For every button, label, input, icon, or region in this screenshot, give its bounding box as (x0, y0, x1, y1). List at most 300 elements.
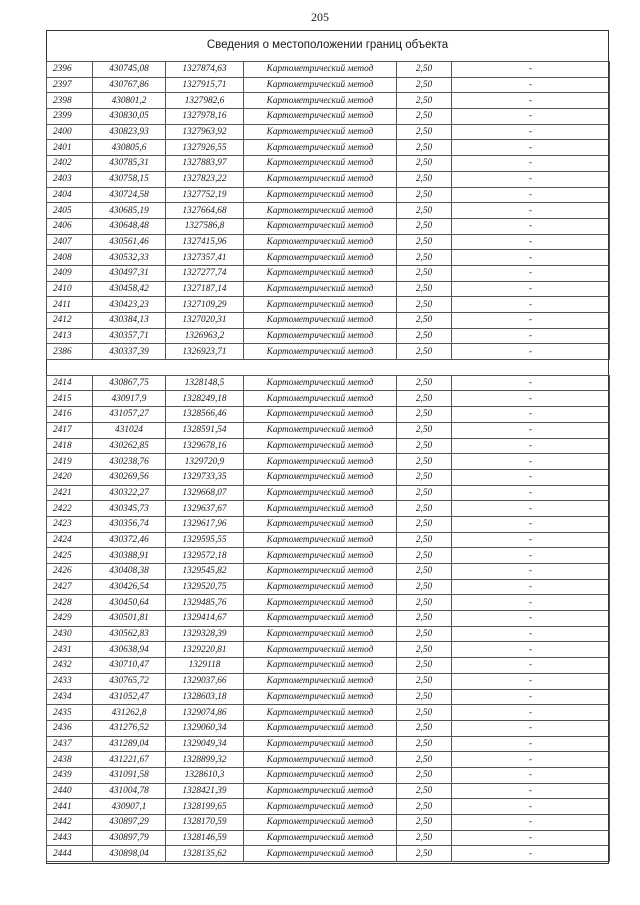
table-row (47, 297, 610, 313)
description-cell: - (452, 752, 610, 768)
x-coordinate-cell: 430801,2 (93, 93, 166, 109)
method-cell: Картометрический метод (244, 516, 397, 532)
description-cell: - (452, 187, 610, 203)
description-cell: - (452, 783, 610, 799)
description-cell: - (452, 815, 610, 831)
point-number-cell: 2411 (47, 297, 93, 313)
y-coordinate-cell: 1327664,68 (166, 203, 244, 219)
table-row (47, 689, 610, 705)
method-cell: Картометрический метод (244, 485, 397, 501)
accuracy-cell: 2,50 (397, 752, 452, 768)
method-cell: Картометрический метод (244, 187, 397, 203)
method-cell: Картометрический метод (244, 705, 397, 721)
x-coordinate-cell: 430322,27 (93, 485, 166, 501)
method-cell: Картометрический метод (244, 564, 397, 580)
table-row (47, 830, 610, 846)
table-row (47, 218, 610, 234)
point-number-cell: 2415 (47, 391, 93, 407)
y-coordinate-cell: 1326923,71 (166, 344, 244, 360)
x-coordinate-cell: 431091,58 (93, 767, 166, 783)
table-row (47, 720, 610, 736)
description-cell: - (452, 799, 610, 815)
accuracy-cell: 2,50 (397, 265, 452, 281)
accuracy-cell: 2,50 (397, 642, 452, 658)
x-coordinate-cell: 430423,23 (93, 297, 166, 313)
table-row (47, 391, 610, 407)
description-cell: - (452, 846, 610, 862)
y-coordinate-cell: 1328591,54 (166, 422, 244, 438)
accuracy-cell: 2,50 (397, 156, 452, 172)
y-coordinate-cell: 1327883,97 (166, 156, 244, 172)
x-coordinate-cell: 430907,1 (93, 799, 166, 815)
method-cell: Картометрический метод (244, 156, 397, 172)
y-coordinate-cell: 1328610,3 (166, 767, 244, 783)
x-coordinate-cell: 430897,79 (93, 830, 166, 846)
description-cell: - (452, 109, 610, 125)
y-coordinate-cell: 1327187,14 (166, 281, 244, 297)
accuracy-cell: 2,50 (397, 328, 452, 344)
table-row (47, 281, 610, 297)
description-cell: - (452, 564, 610, 580)
description-cell: - (452, 203, 610, 219)
point-number-cell: 2440 (47, 783, 93, 799)
description-cell: - (452, 313, 610, 329)
method-cell: Картометрический метод (244, 109, 397, 125)
boundary-coordinates-table (46, 61, 610, 862)
x-coordinate-cell: 430648,48 (93, 218, 166, 234)
y-coordinate-cell: 1328566,46 (166, 407, 244, 423)
method-cell: Картометрический метод (244, 532, 397, 548)
accuracy-cell: 2,50 (397, 501, 452, 517)
description-cell: - (452, 93, 610, 109)
table-row (47, 203, 610, 219)
x-coordinate-cell: 430372,46 (93, 532, 166, 548)
method-cell: Картометрический метод (244, 234, 397, 250)
point-number-cell: 2438 (47, 752, 93, 768)
x-coordinate-cell: 430262,85 (93, 438, 166, 454)
method-cell: Картометрический метод (244, 328, 397, 344)
point-number-cell: 2428 (47, 595, 93, 611)
x-coordinate-cell: 430337,39 (93, 344, 166, 360)
description-cell: - (452, 767, 610, 783)
description-cell: - (452, 234, 610, 250)
point-number-cell: 2432 (47, 658, 93, 674)
point-number-cell: 2421 (47, 485, 93, 501)
point-number-cell: 2412 (47, 313, 93, 329)
description-cell: - (452, 140, 610, 156)
method-cell: Картометрический метод (244, 846, 397, 862)
point-number-cell: 2407 (47, 234, 93, 250)
x-coordinate-cell: 431289,04 (93, 736, 166, 752)
description-cell: - (452, 595, 610, 611)
description-cell: - (452, 516, 610, 532)
method-cell: Картометрический метод (244, 736, 397, 752)
x-coordinate-cell: 430758,15 (93, 171, 166, 187)
method-cell: Картометрический метод (244, 313, 397, 329)
point-number-cell: 2420 (47, 469, 93, 485)
description-cell: - (452, 579, 610, 595)
point-number-cell: 2424 (47, 532, 93, 548)
point-number-cell: 2386 (47, 344, 93, 360)
y-coordinate-cell: 1329545,82 (166, 564, 244, 580)
point-number-cell: 2434 (47, 689, 93, 705)
description-cell: - (452, 265, 610, 281)
table-row (47, 469, 610, 485)
accuracy-cell: 2,50 (397, 705, 452, 721)
description-cell: - (452, 454, 610, 470)
accuracy-cell: 2,50 (397, 626, 452, 642)
accuracy-cell: 2,50 (397, 140, 452, 156)
point-number-cell: 2425 (47, 548, 93, 564)
y-coordinate-cell: 1328148,5 (166, 375, 244, 391)
point-number-cell: 2433 (47, 673, 93, 689)
description-cell: - (452, 171, 610, 187)
point-number-cell: 2435 (47, 705, 93, 721)
description-cell: - (452, 62, 610, 78)
table-row (47, 736, 610, 752)
point-number-cell: 2398 (47, 93, 93, 109)
method-cell: Картометрический метод (244, 391, 397, 407)
table-row (47, 642, 610, 658)
accuracy-cell: 2,50 (397, 77, 452, 93)
description-cell: - (452, 344, 610, 360)
y-coordinate-cell: 1328170,59 (166, 815, 244, 831)
x-coordinate-cell: 430426,54 (93, 579, 166, 595)
point-number-cell: 2404 (47, 187, 93, 203)
point-number-cell: 2413 (47, 328, 93, 344)
accuracy-cell: 2,50 (397, 846, 452, 862)
x-coordinate-cell: 431276,52 (93, 720, 166, 736)
x-coordinate-cell: 430238,76 (93, 454, 166, 470)
x-coordinate-cell: 430408,38 (93, 564, 166, 580)
y-coordinate-cell: 1329118 (166, 658, 244, 674)
method-cell: Картометрический метод (244, 548, 397, 564)
table-row (47, 752, 610, 768)
table-row (47, 62, 610, 78)
method-cell: Картометрический метод (244, 422, 397, 438)
method-cell: Картометрический метод (244, 375, 397, 391)
description-cell: - (452, 720, 610, 736)
method-cell: Картометрический метод (244, 469, 397, 485)
y-coordinate-cell: 1327415,96 (166, 234, 244, 250)
x-coordinate-cell: 431052,47 (93, 689, 166, 705)
y-coordinate-cell: 1327926,55 (166, 140, 244, 156)
accuracy-cell: 2,50 (397, 218, 452, 234)
accuracy-cell: 2,50 (397, 783, 452, 799)
y-coordinate-cell: 1329733,35 (166, 469, 244, 485)
point-number-cell: 2409 (47, 265, 93, 281)
description-cell: - (452, 391, 610, 407)
method-cell: Картометрический метод (244, 595, 397, 611)
point-number-cell: 2436 (47, 720, 93, 736)
accuracy-cell: 2,50 (397, 689, 452, 705)
table-row (47, 422, 610, 438)
method-cell: Картометрический метод (244, 438, 397, 454)
y-coordinate-cell: 1329060,34 (166, 720, 244, 736)
accuracy-cell: 2,50 (397, 438, 452, 454)
x-coordinate-cell: 430785,31 (93, 156, 166, 172)
table-row (47, 658, 610, 674)
point-number-cell: 2417 (47, 422, 93, 438)
table-row (47, 516, 610, 532)
method-cell: Картометрический метод (244, 407, 397, 423)
x-coordinate-cell: 430745,08 (93, 62, 166, 78)
x-coordinate-cell: 430532,33 (93, 250, 166, 266)
method-cell: Картометрический метод (244, 265, 397, 281)
description-cell: - (452, 626, 610, 642)
method-cell: Картометрический метод (244, 626, 397, 642)
point-number-cell: 2427 (47, 579, 93, 595)
accuracy-cell: 2,50 (397, 407, 452, 423)
table-row (47, 564, 610, 580)
y-coordinate-cell: 1329720,9 (166, 454, 244, 470)
x-coordinate-cell: 430497,31 (93, 265, 166, 281)
point-number-cell: 2422 (47, 501, 93, 517)
x-coordinate-cell: 430685,19 (93, 203, 166, 219)
table-row (47, 611, 610, 627)
method-cell: Картометрический метод (244, 93, 397, 109)
table-row (47, 783, 610, 799)
accuracy-cell: 2,50 (397, 375, 452, 391)
accuracy-cell: 2,50 (397, 736, 452, 752)
y-coordinate-cell: 1327357,41 (166, 250, 244, 266)
accuracy-cell: 2,50 (397, 124, 452, 140)
table-row (47, 156, 610, 172)
description-cell: - (452, 438, 610, 454)
y-coordinate-cell: 1329572,18 (166, 548, 244, 564)
method-cell: Картометрический метод (244, 611, 397, 627)
y-coordinate-cell: 1329485,76 (166, 595, 244, 611)
y-coordinate-cell: 1327277,74 (166, 265, 244, 281)
y-coordinate-cell: 1327982,6 (166, 93, 244, 109)
description-cell: - (452, 281, 610, 297)
method-cell: Картометрический метод (244, 171, 397, 187)
y-coordinate-cell: 1329617,96 (166, 516, 244, 532)
y-coordinate-cell: 1327586,8 (166, 218, 244, 234)
description-cell: - (452, 548, 610, 564)
point-number-cell: 2442 (47, 815, 93, 831)
table-row (47, 815, 610, 831)
y-coordinate-cell: 1327109,29 (166, 297, 244, 313)
y-coordinate-cell: 1329414,67 (166, 611, 244, 627)
point-number-cell: 2444 (47, 846, 93, 862)
table-row (47, 438, 610, 454)
y-coordinate-cell: 1329637,67 (166, 501, 244, 517)
description-cell: - (452, 218, 610, 234)
x-coordinate-cell: 430765,72 (93, 673, 166, 689)
accuracy-cell: 2,50 (397, 313, 452, 329)
accuracy-cell: 2,50 (397, 673, 452, 689)
point-number-cell: 2414 (47, 375, 93, 391)
table-row (47, 485, 610, 501)
table-row (47, 234, 610, 250)
method-cell: Картометрический метод (244, 77, 397, 93)
accuracy-cell: 2,50 (397, 469, 452, 485)
table-row (47, 767, 610, 783)
description-cell: - (452, 375, 610, 391)
accuracy-cell: 2,50 (397, 454, 452, 470)
point-number-cell: 2430 (47, 626, 93, 642)
method-cell: Картометрический метод (244, 673, 397, 689)
description-cell: - (452, 705, 610, 721)
y-coordinate-cell: 1329678,16 (166, 438, 244, 454)
point-number-cell: 2441 (47, 799, 93, 815)
description-cell: - (452, 156, 610, 172)
point-number-cell: 2397 (47, 77, 93, 93)
point-number-cell: 2423 (47, 516, 93, 532)
accuracy-cell: 2,50 (397, 171, 452, 187)
accuracy-cell: 2,50 (397, 250, 452, 266)
method-cell: Картометрический метод (244, 689, 397, 705)
y-coordinate-cell: 1327915,71 (166, 77, 244, 93)
y-coordinate-cell: 1328199,65 (166, 799, 244, 815)
point-number-cell: 2403 (47, 171, 93, 187)
method-cell: Картометрический метод (244, 250, 397, 266)
table-row (47, 328, 610, 344)
y-coordinate-cell: 1328603,18 (166, 689, 244, 705)
x-coordinate-cell: 430867,75 (93, 375, 166, 391)
y-coordinate-cell: 1329049,34 (166, 736, 244, 752)
x-coordinate-cell: 430562,83 (93, 626, 166, 642)
point-number-cell: 2406 (47, 218, 93, 234)
x-coordinate-cell: 430269,56 (93, 469, 166, 485)
y-coordinate-cell: 1327020,31 (166, 313, 244, 329)
table-row (47, 579, 610, 595)
table-row (47, 501, 610, 517)
point-number-cell: 2401 (47, 140, 93, 156)
method-cell: Картометрический метод (244, 767, 397, 783)
table-row (47, 532, 610, 548)
accuracy-cell: 2,50 (397, 297, 452, 313)
table-row (47, 140, 610, 156)
table-row (47, 407, 610, 423)
point-number-cell: 2418 (47, 438, 93, 454)
table-row (47, 250, 610, 266)
accuracy-cell: 2,50 (397, 422, 452, 438)
y-coordinate-cell: 1327874,63 (166, 62, 244, 78)
y-coordinate-cell: 1329220,81 (166, 642, 244, 658)
method-cell: Картометрический метод (244, 344, 397, 360)
description-cell: - (452, 658, 610, 674)
point-number-cell: 2396 (47, 62, 93, 78)
point-number-cell: 2439 (47, 767, 93, 783)
method-cell: Картометрический метод (244, 579, 397, 595)
point-number-cell: 2400 (47, 124, 93, 140)
description-cell: - (452, 328, 610, 344)
method-cell: Картометрический метод (244, 501, 397, 517)
x-coordinate-cell: 430356,74 (93, 516, 166, 532)
x-coordinate-cell: 430917,9 (93, 391, 166, 407)
accuracy-cell: 2,50 (397, 548, 452, 564)
table-row (47, 375, 610, 391)
description-cell: - (452, 673, 610, 689)
x-coordinate-cell: 430830,05 (93, 109, 166, 125)
x-coordinate-cell: 430388,91 (93, 548, 166, 564)
accuracy-cell: 2,50 (397, 344, 452, 360)
y-coordinate-cell: 1327752,19 (166, 187, 244, 203)
description-cell: - (452, 407, 610, 423)
x-coordinate-cell: 431004,78 (93, 783, 166, 799)
point-number-cell: 2408 (47, 250, 93, 266)
description-cell: - (452, 611, 610, 627)
x-coordinate-cell: 430805,6 (93, 140, 166, 156)
x-coordinate-cell: 430898,04 (93, 846, 166, 862)
accuracy-cell: 2,50 (397, 109, 452, 125)
y-coordinate-cell: 1329520,75 (166, 579, 244, 595)
x-coordinate-cell: 431262,8 (93, 705, 166, 721)
accuracy-cell: 2,50 (397, 516, 452, 532)
y-coordinate-cell: 1329595,55 (166, 532, 244, 548)
accuracy-cell: 2,50 (397, 281, 452, 297)
point-number-cell: 2402 (47, 156, 93, 172)
y-coordinate-cell: 1327978,16 (166, 109, 244, 125)
table-row (47, 109, 610, 125)
accuracy-cell: 2,50 (397, 799, 452, 815)
x-coordinate-cell: 430357,71 (93, 328, 166, 344)
method-cell: Картометрический метод (244, 815, 397, 831)
x-coordinate-cell: 430501,81 (93, 611, 166, 627)
table-row (47, 77, 610, 93)
description-cell: - (452, 422, 610, 438)
x-coordinate-cell: 430710,47 (93, 658, 166, 674)
method-cell: Картометрический метод (244, 720, 397, 736)
accuracy-cell: 2,50 (397, 830, 452, 846)
accuracy-cell: 2,50 (397, 234, 452, 250)
table-row (47, 799, 610, 815)
method-cell: Картометрический метод (244, 281, 397, 297)
table-row (47, 705, 610, 721)
table-row (47, 626, 610, 642)
table-row (47, 313, 610, 329)
point-number-cell: 2399 (47, 109, 93, 125)
method-cell: Картометрический метод (244, 297, 397, 313)
description-cell: - (452, 830, 610, 846)
description-cell: - (452, 250, 610, 266)
block-separator-row (47, 360, 610, 376)
description-cell: - (452, 501, 610, 517)
method-cell: Картометрический метод (244, 454, 397, 470)
table-row (47, 187, 610, 203)
description-cell: - (452, 485, 610, 501)
description-cell: - (452, 736, 610, 752)
y-coordinate-cell: 1328421,39 (166, 783, 244, 799)
method-cell: Картометрический метод (244, 830, 397, 846)
point-number-cell: 2405 (47, 203, 93, 219)
method-cell: Картометрический метод (244, 658, 397, 674)
method-cell: Картометрический метод (244, 140, 397, 156)
y-coordinate-cell: 1329328,39 (166, 626, 244, 642)
point-number-cell: 2443 (47, 830, 93, 846)
y-coordinate-cell: 1328899,32 (166, 752, 244, 768)
method-cell: Картометрический метод (244, 799, 397, 815)
y-coordinate-cell: 1328135,62 (166, 846, 244, 862)
y-coordinate-cell: 1329074,86 (166, 705, 244, 721)
table-row (47, 344, 610, 360)
accuracy-cell: 2,50 (397, 767, 452, 783)
y-coordinate-cell: 1326963,2 (166, 328, 244, 344)
point-number-cell: 2419 (47, 454, 93, 470)
table-row (47, 265, 610, 281)
accuracy-cell: 2,50 (397, 611, 452, 627)
x-coordinate-cell: 430458,42 (93, 281, 166, 297)
accuracy-cell: 2,50 (397, 93, 452, 109)
point-number-cell: 2431 (47, 642, 93, 658)
x-coordinate-cell: 430384,13 (93, 313, 166, 329)
x-coordinate-cell: 430345,73 (93, 501, 166, 517)
x-coordinate-cell: 431057,27 (93, 407, 166, 423)
x-coordinate-cell: 430561,46 (93, 234, 166, 250)
description-cell: - (452, 689, 610, 705)
